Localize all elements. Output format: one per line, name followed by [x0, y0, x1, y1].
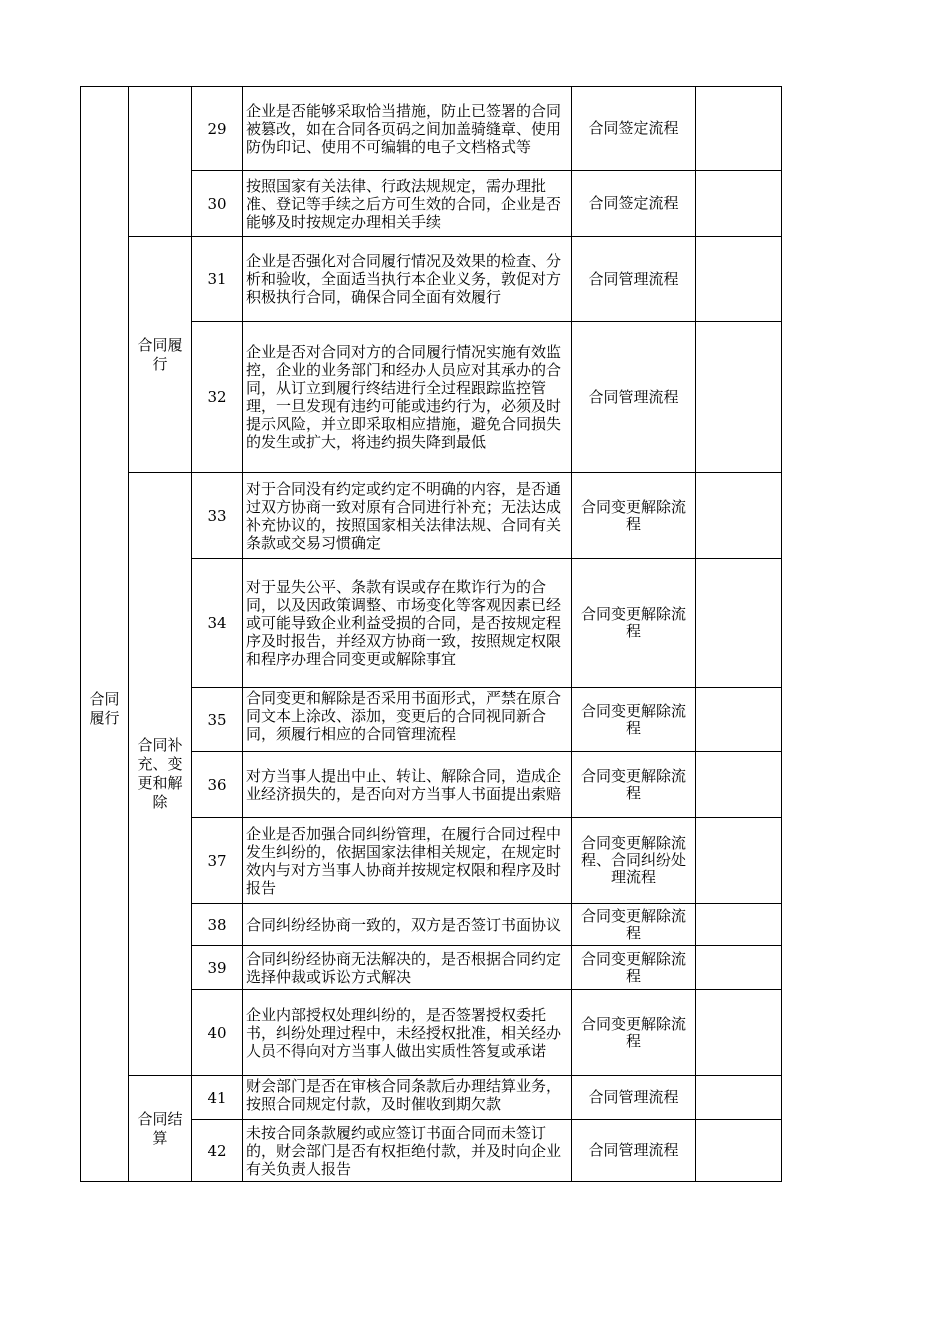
row-number: 41 [192, 1076, 243, 1120]
control-description: 未按合同条款履约或应签订书面合同而未签订的，财会部门是否有权拒绝付款，并及时向企业有关负责人报告 [246, 1123, 562, 1178]
process-name: 合同管理流程 [572, 1120, 696, 1182]
control-description: 企业是否能够采取恰当措施，防止已签署的合同被篡改，如在合同各页码之间加盖骑缝章、使用防伪印记、使用不可编辑的电子文档格式等 [246, 101, 562, 156]
control-description: 合同变更和解除是否采用书面形式，严禁在原合同文本上涂改、添加，变更后的合同视同新合同，须履行相应的合同管理流程 [246, 688, 562, 743]
control-matrix-table [80, 86, 782, 1182]
row-number: 35 [192, 688, 243, 752]
row-number: 40 [192, 990, 243, 1076]
sub-category-settle: 合同结算 [129, 1076, 192, 1182]
process-name: 合同管理流程 [572, 237, 696, 322]
row-number: 31 [192, 237, 243, 322]
control-description: 按照国家有关法律、行政法规规定，需办理批准、登记等手续之后方可生效的合同，企业是否能够及时按规定办理相关手续 [246, 176, 562, 231]
process-name: 合同签定流程 [572, 87, 696, 171]
main-category-cell-top [81, 87, 129, 237]
process-name: 合同变更解除流程 [572, 473, 696, 559]
sub-category-change: 合同补充、变更和解除 [129, 473, 192, 1076]
row-number: 39 [192, 946, 243, 990]
process-name: 合同变更解除流程、合同纠纷处理流程 [572, 818, 696, 904]
control-description: 合同纠纷经协商无法解决的，是否根据合同约定选择仲裁或诉讼方式解决 [246, 949, 562, 986]
sub-category-fulfill: 合同履行 [129, 237, 192, 473]
table-row [81, 473, 782, 559]
row-number: 34 [192, 559, 243, 688]
control-description: 合同纠纷经协商一致的，双方是否签订书面协议 [246, 915, 562, 934]
row-number: 42 [192, 1120, 243, 1182]
process-name: 合同签定流程 [572, 171, 696, 237]
process-name: 合同变更解除流程 [572, 688, 696, 752]
process-name: 合同管理流程 [572, 1076, 696, 1120]
control-description: 财会部门是否在审核合同条款后办理结算业务，按照合同规定付款，及时催收到期欠款 [246, 1076, 562, 1113]
process-name: 合同变更解除流程 [572, 559, 696, 688]
result-cell [696, 1076, 782, 1120]
control-description: 企业是否加强合同纠纷管理，在履行合同过程中发生纠纷的，依据国家法律相关规定，在规定时效内与对方当事人协商并按规定权限和程序及时报告 [246, 824, 562, 897]
result-cell [696, 990, 782, 1076]
row-number: 29 [192, 87, 243, 171]
table-row [81, 1076, 782, 1120]
result-cell [696, 237, 782, 322]
result-cell [696, 688, 782, 752]
process-name: 合同变更解除流程 [572, 904, 696, 946]
table-row [81, 87, 782, 171]
row-number: 37 [192, 818, 243, 904]
result-cell [696, 87, 782, 171]
row-number: 33 [192, 473, 243, 559]
control-description: 企业是否对合同对方的合同履行情况实施有效监控，企业的业务部门和经办人员应对其承办的合同，从订立到履行终结进行全过程跟踪监控管理，一旦发现有违约可能或违约行为，必须及时提示风险，并立即采取相应措施，避免合同损失的发生或扩大，将违约损失降到最低 [246, 343, 562, 451]
row-number: 30 [192, 171, 243, 237]
row-number: 38 [192, 904, 243, 946]
process-name: 合同管理流程 [572, 322, 696, 473]
result-cell [696, 322, 782, 473]
main-category: 合同履行 [81, 237, 129, 1182]
control-description: 对于合同没有约定或约定不明确的内容，是否通过双方协商一致对原有合同进行补充；无法达成补充协议的，按照国家相关法律法规、合同有关条款或交易习惯确定 [246, 479, 562, 552]
control-description: 对方当事人提出中止、转让、解除合同，造成企业经济损失的，是否向对方当事人书面提出索赔 [246, 766, 562, 803]
control-description: 企业是否强化对合同履行情况及效果的检查、分析和验收，全面适当执行本企业义务，敦促对方积极执行合同，确保合同全面有效履行 [246, 252, 562, 306]
control-description: 对于显失公平、条款有误或存在欺诈行为的合同，以及因政策调整、市场变化等客观因素已经或可能导致企业利益受损的合同，是否按规定程序及时报告，并经双方协商一致，按照规定权限和程序办理合同变更或解除事宜 [246, 578, 562, 668]
result-cell [696, 559, 782, 688]
result-cell [696, 1120, 782, 1182]
process-name: 合同变更解除流程 [572, 946, 696, 990]
control-description: 企业内部授权处理纠纷的，是否签署授权委托书，纠纷处理过程中，未经授权批准，相关经办人员不得向对方当事人做出实质性答复或承诺 [246, 1005, 562, 1060]
process-name: 合同变更解除流程 [572, 752, 696, 818]
row-number: 32 [192, 322, 243, 473]
sub-category-cell-top [129, 87, 192, 237]
result-cell [696, 904, 782, 946]
row-number: 36 [192, 752, 243, 818]
process-name: 合同变更解除流程 [572, 990, 696, 1076]
result-cell [696, 171, 782, 237]
result-cell [696, 473, 782, 559]
result-cell [696, 752, 782, 818]
table-row [81, 237, 782, 322]
result-cell [696, 818, 782, 904]
result-cell [696, 946, 782, 990]
